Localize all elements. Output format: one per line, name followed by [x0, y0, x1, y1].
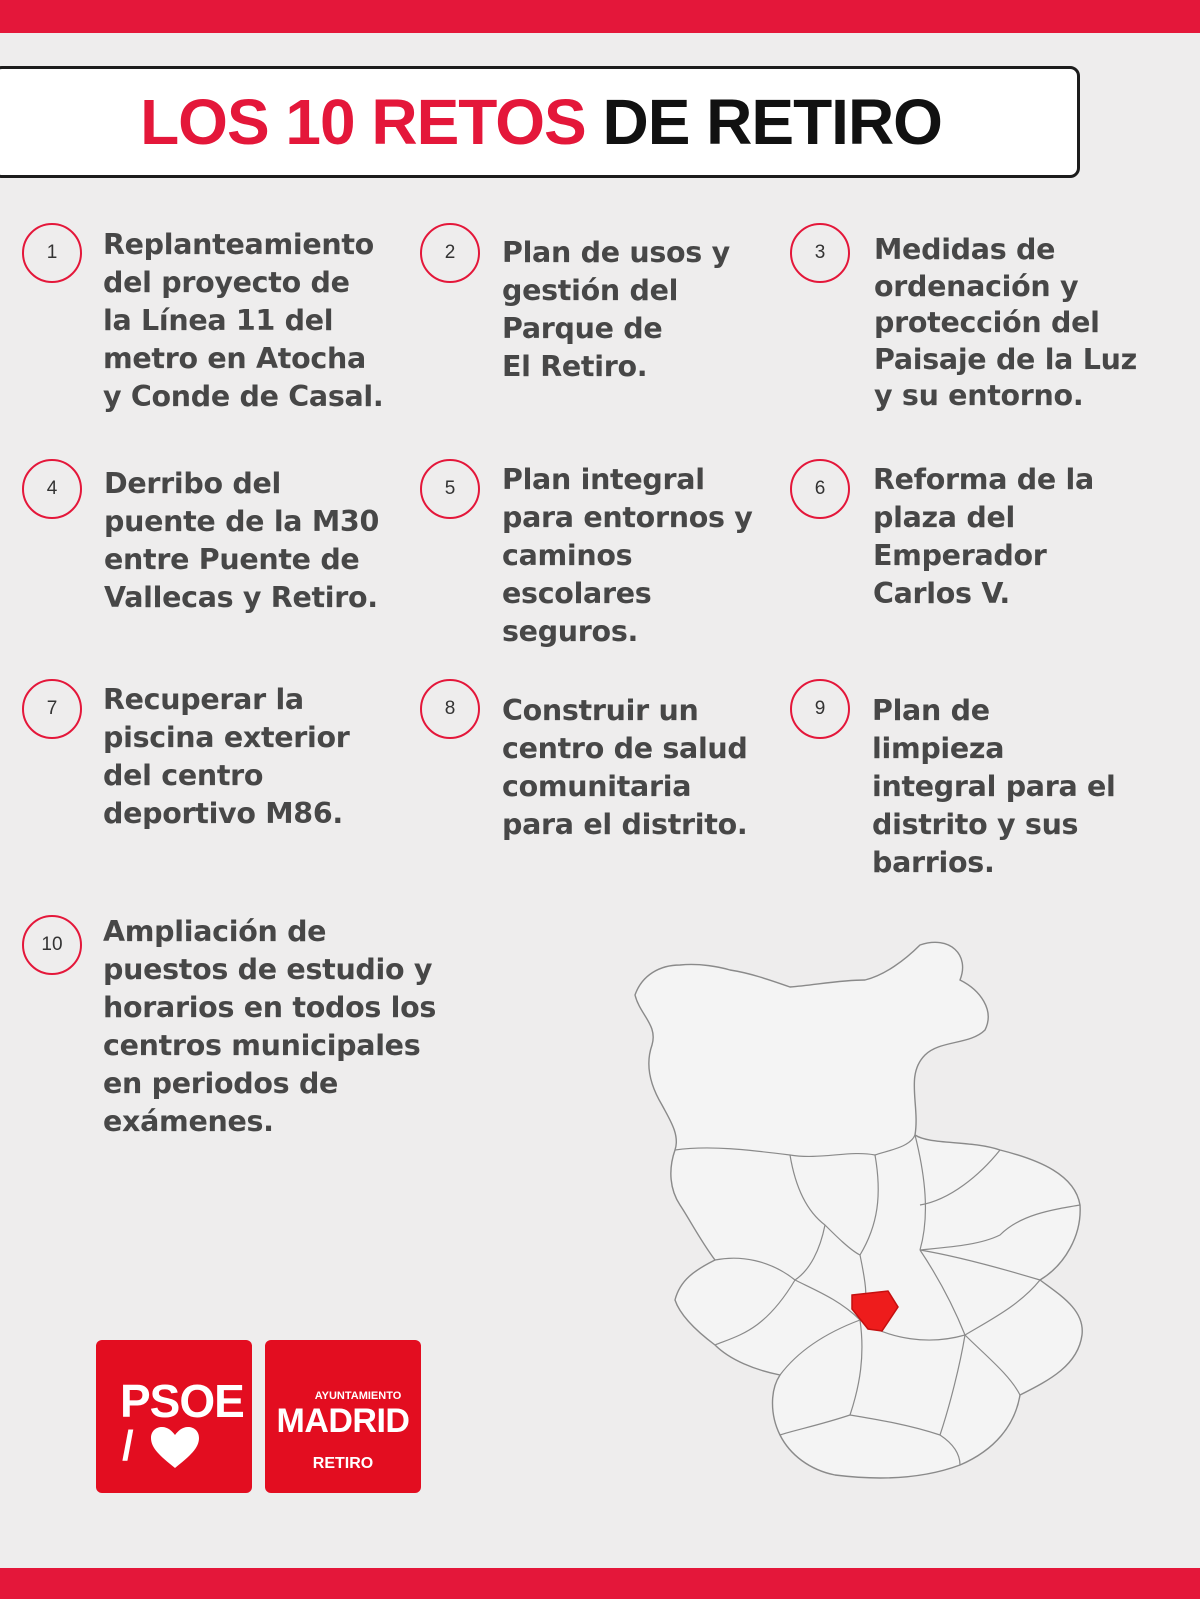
reto-line: Ampliación de	[103, 915, 327, 948]
reto-line: centros municipales	[103, 1029, 421, 1062]
reto-line: para el distrito.	[502, 808, 748, 841]
reto-line: Recuperar la	[103, 683, 304, 716]
reto-text	[103, 226, 383, 416]
reto-line: Carlos V.	[873, 577, 1010, 610]
madrid-label: MADRID	[276, 1402, 410, 1440]
reto-text	[103, 681, 350, 833]
reto-line: Replanteamiento	[103, 228, 374, 261]
reto-line: comunitaria	[502, 770, 692, 803]
reto-line: deportivo M86.	[103, 797, 343, 830]
reto-line: plaza del	[873, 501, 1015, 534]
reto-line: para entornos y	[502, 501, 753, 534]
reto-line: horarios en todos los	[103, 991, 437, 1024]
reto-line: caminos	[502, 539, 633, 572]
reto-number-badge: 5	[420, 459, 480, 519]
reto-line: ordenación y	[874, 269, 1079, 303]
reto-text	[874, 232, 1137, 415]
reto-line: gestión del	[502, 274, 679, 307]
reto-text	[502, 461, 753, 651]
title-red-part: LOS 10 RETOS	[140, 86, 586, 158]
district-label: RETIRO	[312, 1455, 374, 1472]
reto-line: del proyecto de	[103, 266, 350, 299]
heart-icon	[150, 1426, 200, 1470]
ayuntamiento-logo	[265, 1340, 421, 1493]
reto-line: del centro	[103, 759, 264, 792]
reto-line: metro en Atocha	[103, 342, 366, 375]
page-title	[130, 86, 942, 158]
reto-line: centro de salud	[502, 732, 748, 765]
psoe-logo	[96, 1340, 252, 1493]
reto-line: distrito y sus	[872, 808, 1079, 841]
title-black-part: DE RETIRO	[602, 86, 942, 158]
reto-line: limpieza	[872, 732, 1005, 765]
bottom-red-bar	[0, 1568, 1200, 1599]
title-banner	[0, 66, 1080, 178]
reto-number-badge: 8	[420, 679, 480, 739]
reto-text	[502, 692, 748, 844]
reto-line: Construir un	[502, 694, 699, 727]
reto-line: seguros.	[502, 615, 639, 648]
reto-number-badge: 6	[790, 459, 850, 519]
reto-number-badge: 9	[790, 679, 850, 739]
reto-line: Emperador	[873, 539, 1047, 572]
psoe-slash: /	[122, 1422, 134, 1469]
reto-line: El Retiro.	[502, 350, 648, 383]
reto-number-badge: 1	[22, 223, 82, 283]
reto-line: exámenes.	[103, 1105, 274, 1138]
reto-line: Parque de	[502, 312, 663, 345]
top-red-bar	[0, 0, 1200, 33]
reto-line: escolares	[502, 577, 652, 610]
reto-line: la Línea 11 del	[103, 304, 334, 337]
reto-text	[873, 461, 1094, 613]
reto-line: y Conde de Casal.	[103, 380, 384, 413]
reto-text	[502, 234, 730, 386]
reto-line: Plan de	[872, 694, 990, 727]
reto-line: puente de la M30	[104, 505, 379, 538]
ayuntamiento-label: AYUNTAMIENTO	[314, 1390, 402, 1402]
psoe-wordmark: PSOE	[120, 1375, 244, 1427]
reto-line: Reforma de la	[873, 463, 1094, 496]
reto-number-badge: 4	[22, 459, 82, 519]
reto-number-badge: 7	[22, 679, 82, 739]
reto-text	[104, 465, 379, 617]
reto-line: Vallecas y Retiro.	[104, 581, 378, 614]
reto-line: Plan integral	[502, 463, 705, 496]
reto-line: puestos de estudio y	[103, 953, 433, 986]
reto-text	[103, 913, 436, 1141]
reto-line: Medidas de	[874, 233, 1056, 266]
reto-line: Paisaje de la Luz	[874, 342, 1137, 376]
reto-line: en periodos de	[103, 1067, 339, 1100]
madrid-districts-map	[620, 935, 1110, 1495]
reto-line: piscina exterior	[103, 721, 350, 754]
reto-line: integral para el	[872, 770, 1116, 803]
reto-line: protección del	[874, 306, 1100, 339]
reto-number-badge: 3	[790, 223, 850, 283]
reto-line: entre Puente de	[104, 543, 360, 576]
reto-line: y su entorno.	[874, 379, 1084, 412]
map-outline	[635, 942, 1082, 1478]
reto-line: Plan de usos y	[502, 236, 730, 269]
reto-line: Derribo del	[104, 467, 281, 500]
reto-number-badge: 10	[22, 915, 82, 975]
reto-number-badge: 2	[420, 223, 480, 283]
reto-text	[872, 692, 1116, 882]
reto-line: barrios.	[872, 846, 995, 879]
